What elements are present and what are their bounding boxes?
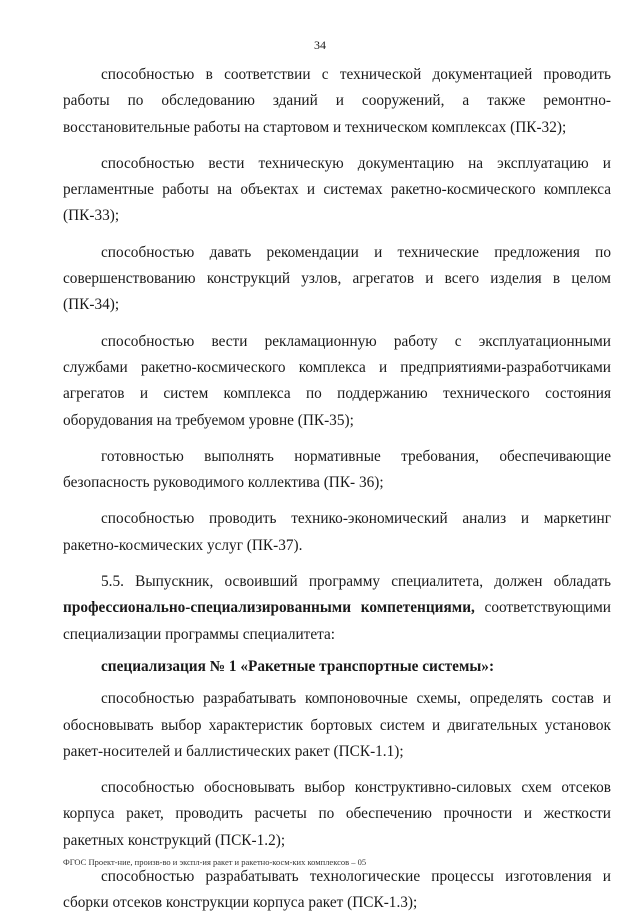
paragraph-5-5-bold: профессионально-специализированными компетенциями, [63,599,475,617]
paragraph-pk-32: способностью в соответствии с технической документацией проводить работы по обследованию зданий и сооружений, а также ремонтно-восстановительные работы на стартовом и техническом комплексах (ПК-32); [63,66,611,136]
paragraph-pk-36: готовностью выполнять нормативные требования, обеспечивающие безопасность руководимого коллектива (ПК- 36); [63,447,611,492]
paragraph-pk-33: способностью вести техническую документацию на эксплуатацию и регламентные работы на объектах и системах ракетно-космического комплекса (ПК-33); [63,154,611,225]
page-number: 34 [314,38,326,52]
specialization-heading: специализация № 1 «Ракетные транспортные системы»: [101,657,495,675]
paragraph-5-5-suffix: соответствующими специализации программы специалитета: [63,599,611,643]
paragraph-pk-37: способностью проводить технико-экономический анализ и маркетинг ракетно-космических услуг (ПК-37). [63,510,611,554]
paragraph-psk-1-1: способностью разрабатывать компоновочные схемы, определять состав и обосновывать выбор характеристик бортовых систем и двигательных установок ракет-носителей и баллистических ракет (ПСК-1.1); [63,690,611,760]
paragraph-psk-1-3: способностью разрабатывать технологические процессы изготовления и сборки отсеков конструкции корпуса ракет (ПСК-1.3); [63,868,611,912]
paragraph-pk-35: способностью вести рекламационную работу с эксплуатационными службами ракетно-космического комплекса и предприятиями-разработчиками агрегатов и систем комплекса по поддержанию технического состояния оборудования на требуемом уровне (ПК-35); [63,332,611,429]
paragraph-5-5-prefix: 5.5. Выпускник, освоивший программу специалитета, должен обладать [101,573,611,591]
document-body [63,62,611,917]
paragraph-psk-1-2: способностью обосновывать выбор конструктивно-силовых схем отсеков корпуса ракет, проводить расчеты по обеспечению прочности и жесткости ракетных конструкций (ПСК-1.2); [63,779,611,849]
paragraph-5-5 [63,569,611,648]
paragraph-pk-34: способностью давать рекомендации и технические предложения по совершенствованию конструкций узлов, агрегатов и всего изделия в целом (ПК-34); [63,243,611,314]
page-footer: ФГОС Проект-ние, произв-во и экспл-ия ракет и ракетно-косм-ких комплексов – 05 [63,857,367,867]
